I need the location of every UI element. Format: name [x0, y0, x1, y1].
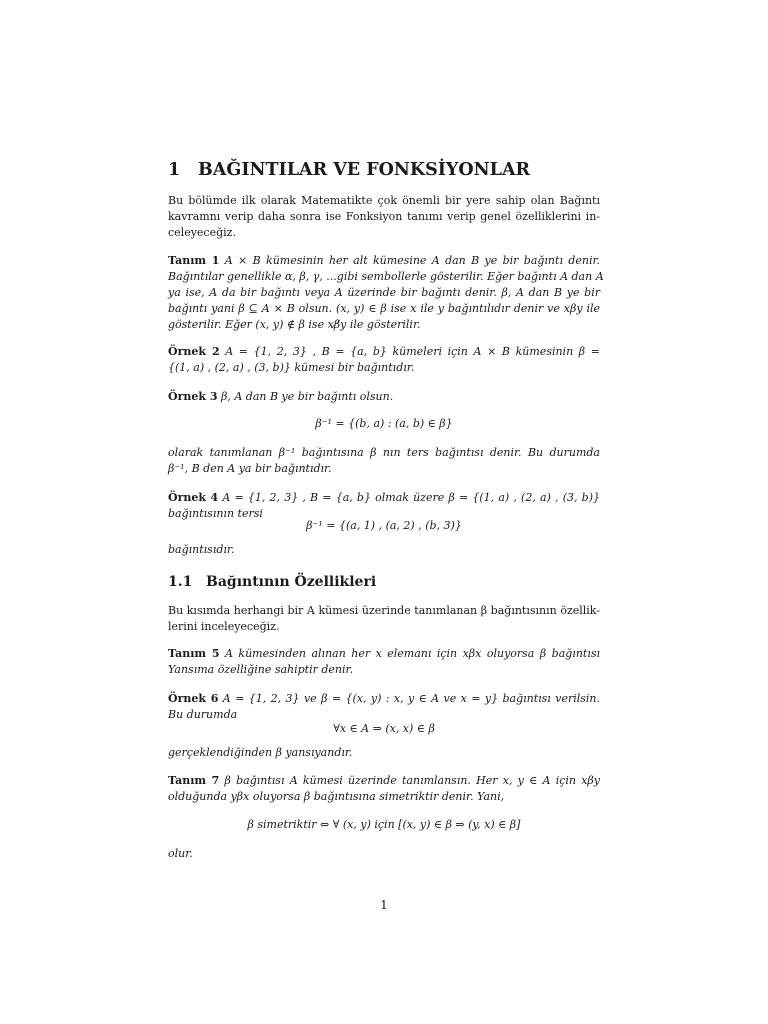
tanim5-line: Yansıma özelliğine sahiptir denir.: [168, 663, 354, 676]
tanim1-label: Tanım 1: [168, 254, 220, 267]
section-heading: [168, 160, 530, 180]
ornek3-line: olarak tanımlanan β⁻¹ bağıntısına β nın ters bağıntısı denir. Bu durumda: [168, 446, 600, 459]
intro-line: Bu bölümde ilk olarak Matematikte çok önemli bir yere sahip olan Bağıntı: [168, 194, 600, 207]
tanim1-line: Tanım 1 A × B kümesinin her alt kümesine A dan B ye bir bağıntı denir.: [168, 254, 601, 267]
ornek4-label: Örnek 4: [168, 491, 219, 504]
ornek3-line: β⁻¹, B den A ya bir bağıntıdır.: [168, 462, 332, 475]
ornek3-line: Örnek 3 β, A dan B ye bir bağıntı olsun.: [168, 390, 394, 403]
tanim1-line: gösterilir. Eğer (x, y) ∉ β ise xβ̸y ile gösterilir.: [168, 318, 421, 331]
tanim1-line: ya ise, A da bir bağıntı veya A üzerinde bir bağıntı denir. β, A dan B ye bir: [168, 286, 600, 299]
ornek3-formula: β⁻¹ = {(b, a) : (a, b) ∈ β}: [315, 417, 453, 430]
tanim7-line: olduğunda yβx oluyorsa β bağıntısına simetriktir denir. Yani,: [168, 790, 505, 803]
ornek6-line: Örnek 6 A = {1, 2, 3} ve β = {(x, y) : x, y ∈ A ve x = y} bağıntısı verilsin.: [168, 692, 600, 705]
section-number: 1: [168, 160, 181, 180]
tanim7-formula: β simetriktir ⇔ ∀ (x, y) için [(x, y) ∈ β ⇒ (y, x) ∈ β]: [247, 818, 521, 831]
tanim7-line: olur.: [168, 847, 193, 860]
tanim7-label: Tanım 7: [168, 774, 220, 787]
section-title: BAĞINTILAR VE FONKSİYONLAR: [198, 160, 531, 180]
ornek4-formula: β⁻¹ = {(a, 1) , (a, 2) , (b, 3)}: [306, 519, 462, 532]
ornek6-line: gerçeklendiğinden β yansıyandır.: [168, 746, 353, 759]
ornek2-line: Örnek 2 A = {1, 2, 3} , B = {a, b} kümeleri için A × B kümesinin β =: [168, 345, 600, 358]
intro-line: kavramnı verip daha sonra ise Fonksiyon tanımı verip genel özelliklerini in-: [168, 210, 600, 223]
ornek2-line: {(1, a) , (2, a) , (3, b)} kümesi bir bağıntıdır.: [168, 361, 415, 374]
ornek6-label: Örnek 6: [168, 692, 219, 705]
intro-line: celeyeceğiz.: [168, 226, 236, 239]
ornek4-line: bağıntısının tersi: [168, 507, 263, 520]
tanim1-line: Bağıntılar genellikle α, β, γ, ...gibi sembollerle gösterilir. Eğer bağıntı A dan A: [168, 270, 604, 283]
sub-intro-line: Bu kısımda herhangi bir A kümesi üzerinde tanımlanan β bağıntısının özellik-: [168, 604, 600, 617]
tanim5-label: Tanım 5: [168, 647, 220, 660]
sub-intro-line: lerini inceleyeceğiz.: [168, 620, 280, 633]
page-number: 1: [380, 898, 388, 912]
subsection-title: Bağıntının Özellikleri: [206, 574, 377, 590]
subsection-number: 1.1: [168, 574, 193, 590]
ornek6-formula: ∀x ∈ A ⇒ (x, x) ∈ β: [333, 722, 435, 735]
ornek4-line: Örnek 4 A = {1, 2, 3} , B = {a, b} olmak üzere β = {(1, a) , (2, a) , (3, b)}: [168, 491, 601, 504]
ornek6-line: Bu durumda: [168, 708, 238, 721]
ornek4-line: bağıntısıdır.: [168, 543, 235, 556]
tanim1-line: bağıntı yani β ⊆ A × B olsun. (x, y) ∈ β ise x ile y bağıntılıdır denir ve xβy ile: [168, 302, 600, 315]
ornek3-label: Örnek 3: [168, 390, 218, 403]
tanim7-line: Tanım 7 β bağıntısı A kümesi üzerinde tanımlansın. Her x, y ∈ A için xβy: [168, 774, 600, 787]
tanim5-line: Tanım 5 A kümesinden alınan her x elemanı için xβx oluyorsa β bağıntısı: [168, 647, 601, 660]
ornek2-label: Örnek 2: [168, 345, 220, 358]
subsection-heading: [168, 574, 376, 590]
